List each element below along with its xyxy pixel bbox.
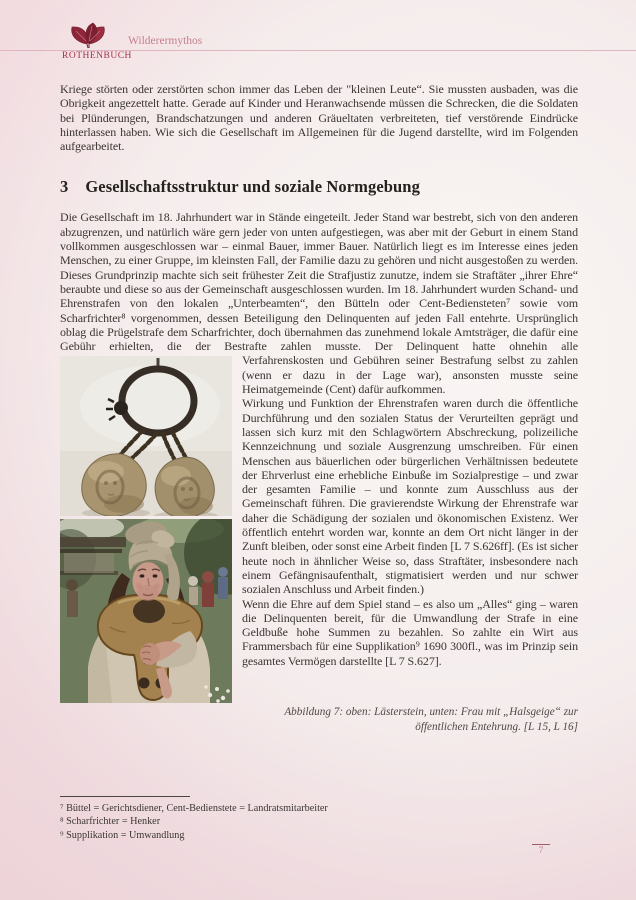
figure-and-text bbox=[60, 353, 578, 734]
rothenbuch-logo bbox=[62, 22, 132, 61]
figure-photos bbox=[60, 356, 232, 703]
photo-halsgeige-frau bbox=[60, 519, 232, 703]
footnote-divider bbox=[60, 796, 190, 797]
section-heading bbox=[60, 177, 578, 197]
section-title: Gesellschaftsstruktur und soziale Normgebung bbox=[85, 177, 420, 197]
page-footer bbox=[530, 844, 552, 856]
logo-wordmark: ROTHENBUCH bbox=[62, 51, 132, 61]
section-number: 3 bbox=[60, 177, 69, 197]
photo-laesterstein bbox=[60, 356, 232, 516]
page-number: 7 bbox=[538, 846, 544, 856]
footnote: ⁷ Büttel = Gerichtsdiener, Cent-Bedienstete = Landratsmitarbeiter bbox=[60, 803, 328, 814]
footnotes bbox=[60, 796, 490, 842]
intro-paragraph: Kriege störten oder zerstörten schon immer das Leben der "kleinen Leute“. Sie mussten ausbaden, was die Obrigkeit angezettelt hatte. Gerade auf Kinder und Heranwachsende müssen die Schrecken, die die Soldaten bei Plünderungen, Brandschatzungen und anderen Gräueltaten verbreiteten, tief verstörende Eindrücke hinterlassen haben. Wie sich die Gesellschaft im Allgemeinen für die Jugend darstellte, wird im Folgenden aufgearbeitet. bbox=[60, 82, 578, 154]
body-paragraph: Wirkung und Funktion der Ehrenstrafen waren durch die öffentliche Durchführung und den sozialen Status der Verurteilten geprägt und lassen sich kurz mit den Schlagwörtern Abschreckung, polizeiliche Kennzeichnung und soziale Ausgrenzung umschreiben. Für einen Menschen aus bäuerlichen oder bürgerlichen Verhältnissen bedeutete der Ehrverlust eine erhebliche Einbuße im Sozialprestige – und zwar der gesamten Familie – und konnte zum Ausschluss aus der Gemeinschaft führen. Die gravierendste Wirkung der Ehrenstrafe war daher die Schädigung der sozialen und ökonomischen Existenz. Wer öffentlich entehrt worden war, konnte an dem Ort nicht länger in der Zunft bleiben, oder sonst eine Arbeit finden [L 7 S.626ff]. (Es ist sicher heute noch in ähnlicher Weise so, dass Straftäter, insbesondere nach einem Gefängnisaufenthalt, stigmatisiert werden und nur schwer sozialen Anschluss und Arbeit finden.) bbox=[242, 396, 578, 597]
body-paragraph: Verfahrenskosten und Gebühren seiner Bestrafung selbst zu zahlen (wenn er dazu in der Lage war), ansonsten musste seine Heimatgemeinde (Cent) dafür aufkommen. bbox=[242, 353, 578, 397]
body-paragraph: Wenn die Ehre auf dem Spiel stand – es also um „Alles“ ging – waren die Delinquenten bereit, für die Umwandlung der Strafe in eine Geldbuße hohe Summen zu bezahlen. So zahlte ein Wirt aus Frammersbach für eine Supplikation⁹ 1690 300fl., was im Prinzip sein gesamtes Vermögen darstellte [L 7 S.627]. bbox=[242, 596, 578, 668]
footnote: ⁸ Scharfrichter = Henker bbox=[60, 816, 161, 828]
figure-caption: Abbildung 7: oben: Lästerstein, unten: Frau mit „Halsgeige“ zur öffentlichen Entehrung. [L 15, L 16] bbox=[284, 706, 578, 734]
header-subtitle: Wilderermythos bbox=[128, 35, 203, 47]
footer-divider bbox=[532, 844, 550, 845]
body-paragraph: Die Gesellschaft im 18. Jahrhundert war in Stände eingeteilt. Jeder Stand war bestrebt, sich von den anderen abzugrenzen, und natürlich wäre gern jeder von unten aufgestiegen, was aber mit der Geburt in einem Stand vollkommen ausgeschlossen war – einmal Bauer, immer Bauer. Natürlich liegt es im Interesse eines jeden Menschen, zu einer Gruppe, im kleinsten Fall, der Familie dazu zu gehören und nicht ausgestoßen zu werden. Dieses Grundprinzip machte sich seit frühester Zeit die Strafjustiz zunutze, indem sie Straftäter „ihrer Ehre“ beraubte und diese so aus der Gemeinschaft ausgeschlossen wurden. Im 18. Jahrhundert wurden Schand- und Ehrenstrafen von den lokalen „Unterbeamten“, den Bütteln oder Cent-Bediensteten⁷ sowie vom Scharfrichter⁸ vorgenommen, dessen Beteiligung den Delinquenten auf jeden Fall entehrte. Ursprünglich oblag die Prügelstrafe dem Scharfrichter, doch übernahmen das zunehmend lokale Amtsträger, die dafür eine Gebühr erhielten, die der Bestrafte zahlen musste. Der Delinquent hatte ohnehin alle bbox=[60, 210, 578, 354]
page-content bbox=[60, 82, 578, 735]
footnote: ⁹ Supplikation = Umwandlung bbox=[60, 829, 185, 841]
three-leaves-logo-icon bbox=[62, 22, 114, 48]
